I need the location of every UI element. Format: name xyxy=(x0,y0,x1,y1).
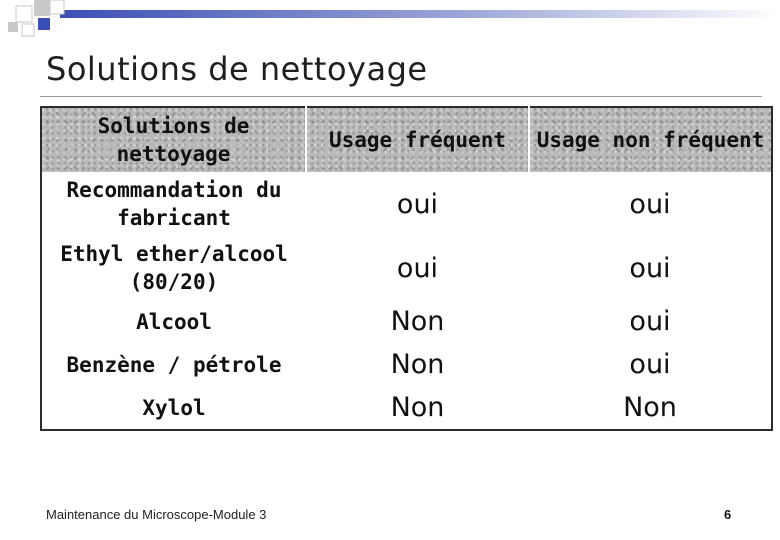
table-header-row xyxy=(41,107,772,172)
table-row xyxy=(41,386,772,430)
cell-solution: Alcool xyxy=(136,309,212,334)
footer-text: Maintenance du Microscope-Module 3 xyxy=(46,507,267,522)
cell-solution: Xylol xyxy=(142,395,206,420)
cell-frequent: oui xyxy=(396,188,439,220)
cell-solution: Recommandation du fabricant xyxy=(66,178,282,230)
cell-non-frequent: Non xyxy=(623,392,677,423)
cell-solution: Ethyl ether/alcool (80/20) xyxy=(60,242,288,294)
table-row xyxy=(41,172,772,236)
slide-title: Solutions de nettoyage xyxy=(46,50,428,88)
cell-non-frequent: oui xyxy=(629,349,671,380)
column-header-frequent: Usage fréquent xyxy=(306,107,529,172)
cell-non-frequent: oui xyxy=(629,188,671,220)
cleaning-solutions-table xyxy=(40,106,773,431)
page-number: 6 xyxy=(724,507,732,522)
table-row xyxy=(41,343,772,386)
column-header-solution: Solutions de nettoyage xyxy=(41,107,306,172)
cell-frequent: Non xyxy=(390,349,445,380)
cell-non-frequent: oui xyxy=(629,306,671,337)
column-header-non-frequent: Usage non fréquent xyxy=(529,107,772,172)
table-row xyxy=(41,236,772,300)
cell-non-frequent: oui xyxy=(629,252,671,284)
table-row xyxy=(41,300,772,343)
cell-frequent: oui xyxy=(396,252,439,284)
title-divider xyxy=(40,96,762,97)
cell-frequent: Non xyxy=(390,392,445,423)
cell-solution: Benzène / pétrole xyxy=(66,352,282,377)
cell-frequent: Non xyxy=(390,306,445,337)
